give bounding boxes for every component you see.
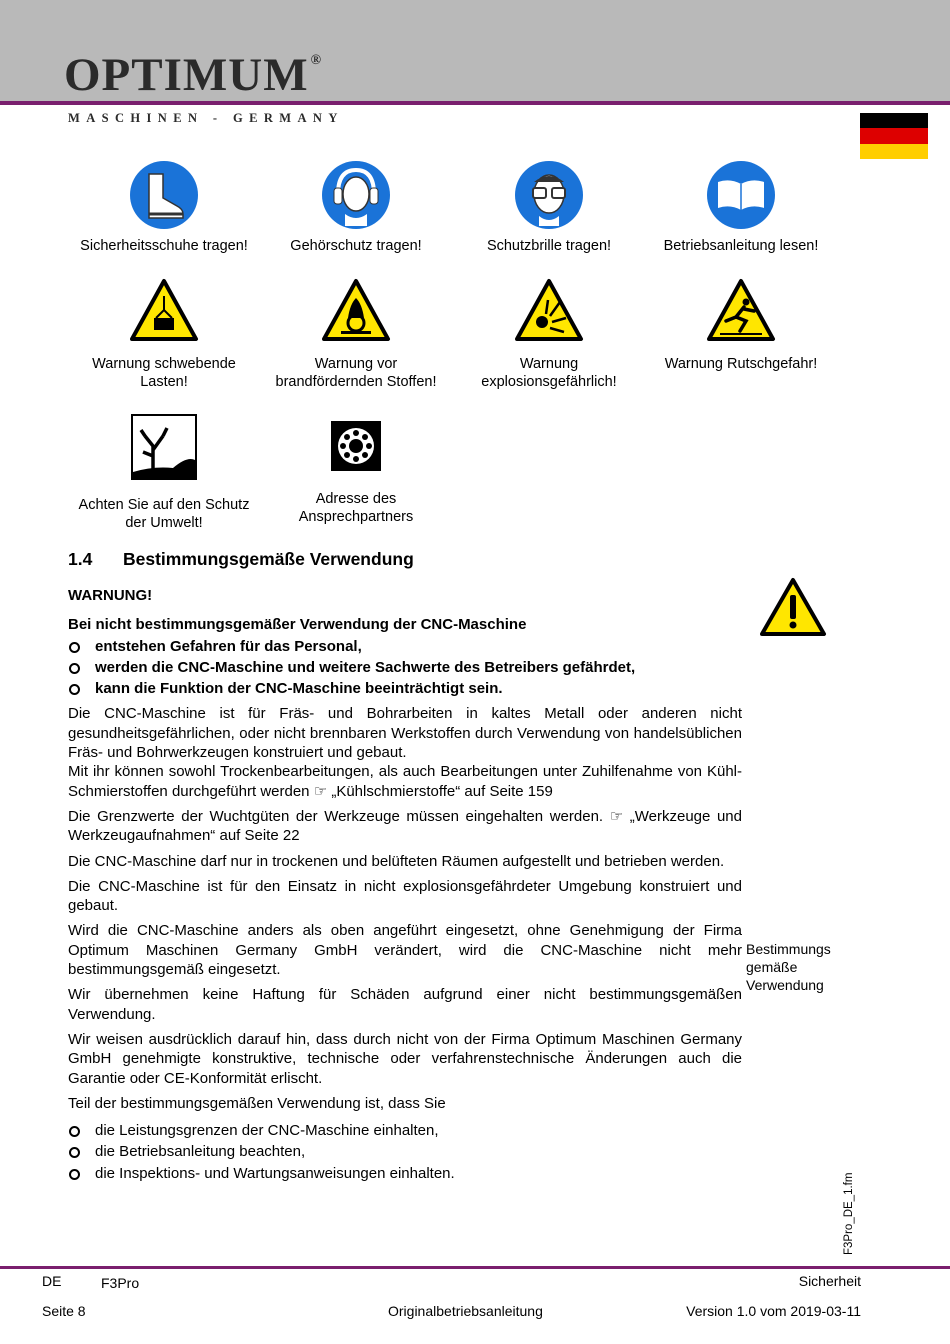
paragraph: Wir übernehmen keine Haftung für Schäden aufgrund einer nicht bestimmungsgemäßen Verwendung.	[68, 986, 742, 1023]
reference-icon: ☞	[609, 807, 624, 825]
ear-protection-icon	[321, 160, 391, 230]
safety-goggles-icon	[514, 160, 584, 230]
sign-label: Adresse des Ansprechpartners	[298, 491, 414, 525]
requirements-list	[68, 1121, 742, 1183]
paragraph: Wir weisen ausdrücklich darauf hin, dass durch nicht von der Firma Optimum Maschinen Germany GmbH genehmigte konstruktive, technische oder verfahrenstechnische Änderungen auch die Garantie oder CE-Konformität erlischt.	[68, 1030, 742, 1087]
sign-label: Warnung vor brandfördernden Stoffen!	[275, 356, 437, 390]
footer-model: F3Pro	[101, 1275, 140, 1291]
list-item: die Betriebsanleitung beachten,	[68, 1142, 742, 1161]
brand-subtitle: MASCHINEN - GERMANY	[68, 111, 344, 125]
footer-divider	[0, 1266, 950, 1269]
paragraph: Wird die CNC-Maschine anders als oben angeführt eingesetzt, ohne Genehmigung der Firma Optimum Maschinen Germany GmbH verändert, wird die CNC-Maschine nicht mehr bestimmungsgemäß eingesetzt.	[68, 922, 742, 979]
sign-explosive	[454, 278, 644, 391]
reference-link[interactable]: „Werkzeuge und Werkzeugaufnahmen“ auf Seite 22	[68, 807, 742, 845]
footer-doc-type: Originalbetriebsanleitung	[388, 1303, 543, 1319]
section-number: 1.4	[68, 549, 93, 569]
sign-label: Schutzbrille tragen!	[486, 238, 612, 254]
section-title: Bestimmungsgemäße Verwendung	[123, 549, 414, 569]
read-manual-icon	[706, 160, 776, 230]
paragraph: Die CNC-Maschine ist für den Einsatz in nicht explosionsgefährdeter Umgebung konstruiert und gebaut.	[68, 877, 742, 915]
paragraph: Die CNC-Maschine ist für Fräs- und Bohrarbeiten in kaltes Metall oder anderen nicht gesundheitsgefährlichen, oder nicht brennbaren Werkstoffen durch Verwendung von handelsüblichen Fräs- und Bohrwerkzeugen konstruiert und gebaut.	[68, 705, 742, 762]
list-item: werden die CNC-Maschine und weitere Sachwerte des Betreibers gefährdet,	[68, 658, 742, 677]
paragraph: Teil der bestimmungsgemäßen Verwendung ist, dass Sie	[68, 1094, 446, 1112]
warning-intro: Bei nicht bestimmungsgemäßer Verwendung der CNC-Maschine	[68, 616, 527, 634]
file-name-label: F3Pro_DE_1.fm	[843, 1172, 855, 1255]
footer-page-number: Seite 8	[42, 1303, 86, 1319]
sign-label: Betriebsanleitung lesen!	[663, 238, 819, 254]
sign-read-manual	[646, 160, 836, 255]
slip-hazard-warning-icon	[706, 278, 776, 342]
margin-note: Bestimmungs gemäße Verwendung	[746, 941, 831, 993]
sign-contact	[261, 421, 451, 526]
reference-icon: ☞	[313, 782, 328, 800]
sign-environment	[69, 414, 259, 532]
paragraph: Mit ihr können sowohl Trockenbearbeitungen, als auch Bearbeitungen unter Zuhilfenahme von Kühl-Schmierstoffen durchgeführt werden ☞ „Kühlschmierstoffe“ auf Seite 159	[68, 763, 742, 800]
warning-heading: WARNUNG!	[68, 587, 153, 604]
sign-safety-shoes	[69, 160, 259, 255]
brand-name: OPTIMUM	[64, 49, 309, 101]
sign-label: Sicherheitsschuhe tragen!	[80, 238, 248, 254]
warning-list	[68, 637, 742, 699]
footer-chapter: Sicherheit	[798, 1273, 861, 1289]
explosive-warning-icon	[514, 278, 584, 342]
list-item: die Leistungsgrenzen der CNC-Maschine einhalten,	[68, 1121, 742, 1140]
paragraph: Die Grenzwerte der Wuchtgüten der Werkzeuge müssen eingehalten werden. ☞ „Werkzeuge und Werkzeugaufnahmen“ auf Seite 22	[68, 807, 742, 845]
footer-language: DE	[42, 1273, 62, 1289]
safety-shoes-icon	[129, 160, 199, 230]
contact-phone-icon	[331, 421, 381, 471]
sign-ear-protection	[261, 160, 451, 255]
sign-oxidizing	[261, 278, 451, 391]
section-heading	[68, 549, 414, 570]
environment-icon	[131, 414, 197, 480]
sign-label: Warnung schwebende Lasten!	[92, 356, 236, 390]
list-item: kann die Funktion der CNC-Maschine beeinträchtigt sein.	[68, 679, 742, 698]
list-item: entstehen Gefahren für das Personal,	[68, 637, 742, 656]
sign-label: Gehörschutz tragen!	[290, 238, 422, 254]
paragraph: Die CNC-Maschine darf nur in trockenen und belüfteten Räumen aufgestellt und betrieben werden.	[68, 852, 725, 870]
list-item: die Inspektions- und Wartungsanweisungen einhalten.	[68, 1164, 742, 1183]
general-warning-icon	[759, 577, 827, 637]
oxidizing-substances-warning-icon	[321, 278, 391, 342]
header-divider	[0, 101, 950, 105]
brand-logo	[64, 49, 323, 101]
sign-slip-hazard	[646, 278, 836, 373]
sign-label: Achten Sie auf den Schutz der Umwelt!	[78, 497, 250, 531]
german-flag-icon	[860, 113, 928, 159]
sign-label: Warnung Rutschgefahr!	[664, 356, 818, 372]
sign-suspended-load	[69, 278, 259, 391]
section-body	[68, 586, 742, 1189]
sign-label: Warnung explosionsgefährlich!	[481, 356, 617, 390]
footer-version: Version 1.0 vom 2019-03-11	[686, 1303, 861, 1319]
reference-link[interactable]: „Kühlschmierstoffe“ auf Seite 159	[331, 782, 553, 800]
suspended-load-warning-icon	[129, 278, 199, 342]
sign-safety-goggles	[454, 160, 644, 255]
registered-mark: ®	[310, 53, 323, 68]
